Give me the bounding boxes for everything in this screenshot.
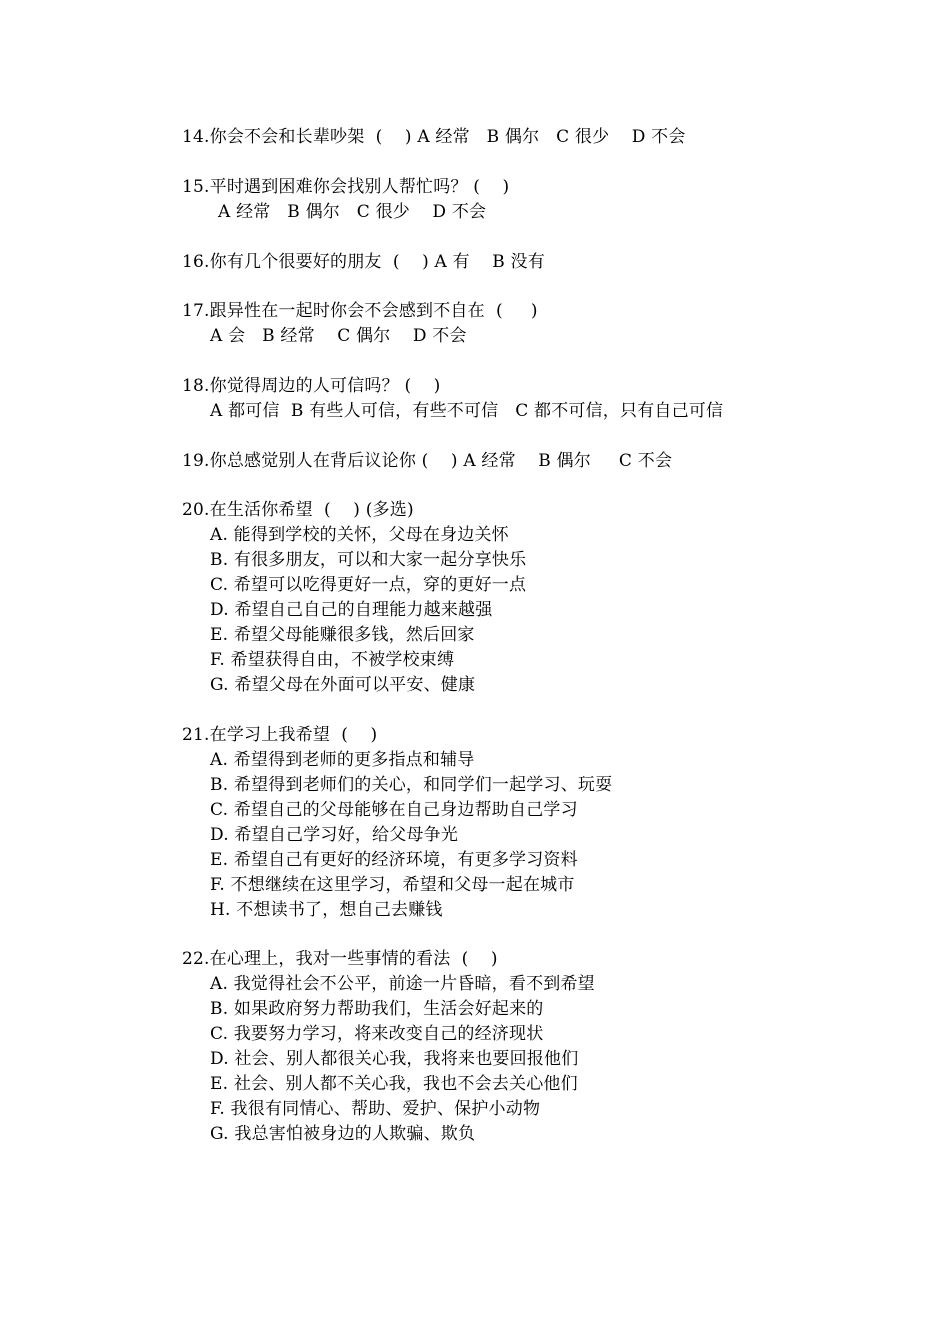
- question-20-option-g: G. 希望父母在外面可以平安、健康: [210, 675, 476, 695]
- question-21-option-f: F. 不想继续在这里学习，希望和父母一起在城市: [210, 875, 575, 895]
- question-22-option-c: C. 我要努力学习，将来改变自己的经济现状: [210, 1024, 544, 1044]
- question-20-option-b: B. 有很多朋友，可以和大家一起分享快乐: [210, 550, 527, 570]
- question-22-option-g: G. 我总害怕被身边的人欺骗、欺负: [210, 1124, 476, 1144]
- question-20-option-e: E. 希望父母能赚很多钱，然后回家: [210, 625, 475, 645]
- question-20-line-1: 20.在生活你希望 ( ) (多选): [182, 500, 414, 520]
- question-19-line-1: 19.你总感觉别人在背后议论你 ( ) A 经常 B 偶尔 C 不会: [182, 451, 673, 471]
- question-22-option-e: E. 社会、别人都不关心我，我也不会去关心他们: [210, 1074, 578, 1094]
- question-21-option-b: B. 希望得到老师们的关心，和同学们一起学习、玩耍: [210, 775, 613, 795]
- question-14-line-1: 14.你会不会和长辈吵架 ( ) A 经常 B 偶尔 C 很少 D 不会: [182, 127, 686, 147]
- question-22-option-a: A. 我觉得社会不公平，前途一片昏暗，看不到希望: [210, 974, 595, 994]
- question-22-option-b: B. 如果政府努力帮助我们，生活会好起来的: [210, 999, 544, 1019]
- question-17-line-1: 17.跟异性在一起时你会不会感到不自在 ( ): [182, 301, 538, 321]
- question-21-option-c: C. 希望自己的父母能够在自己身边帮助自己学习: [210, 800, 578, 820]
- question-20-option-a: A. 能得到学校的关怀，父母在身边关怀: [210, 525, 509, 545]
- question-20-option-f: F. 希望获得自由，不被学校束缚: [210, 650, 455, 670]
- question-20-option-d: D. 希望自己自己的自理能力越来越强: [210, 600, 493, 620]
- question-20-option-c: C. 希望可以吃得更好一点，穿的更好一点: [210, 575, 527, 595]
- question-21-option-h: H. 不想读书了，想自己去赚钱: [210, 900, 443, 920]
- question-22-option-f: F. 我很有同情心、帮助、爱护、保护小动物: [210, 1099, 541, 1119]
- question-15-options: A 经常 B 偶尔 C 很少 D 不会: [218, 202, 487, 222]
- question-18-options: A 都可信 B 有些人可信，有些不可信 C 都不可信，只有自己可信: [210, 401, 724, 421]
- question-22-line-1: 22.在心理上，我对一些事情的看法 ( ): [182, 949, 498, 969]
- question-21-option-d: D. 希望自己学习好，给父母争光: [210, 825, 459, 845]
- question-21-line-1: 21.在学习上我希望 ( ): [182, 725, 378, 745]
- question-21-option-e: E. 希望自己有更好的经济环境，有更多学习资料: [210, 850, 578, 870]
- question-18-line-1: 18.你觉得周边的人可信吗？ ( ): [182, 376, 441, 396]
- question-17-options: A 会 B 经常 C 偶尔 D 不会: [210, 326, 467, 346]
- question-16-line-1: 16.你有几个很要好的朋友 ( ) A 有 B 没有: [182, 252, 545, 272]
- question-15-line-1: 15.平时遇到困难你会找别人帮忙吗？ ( ): [182, 177, 510, 197]
- question-22-option-d: D. 社会、别人都很关心我，我将来也要回报他们: [210, 1049, 579, 1069]
- question-21-option-a: A. 希望得到老师的更多指点和辅导: [210, 750, 475, 770]
